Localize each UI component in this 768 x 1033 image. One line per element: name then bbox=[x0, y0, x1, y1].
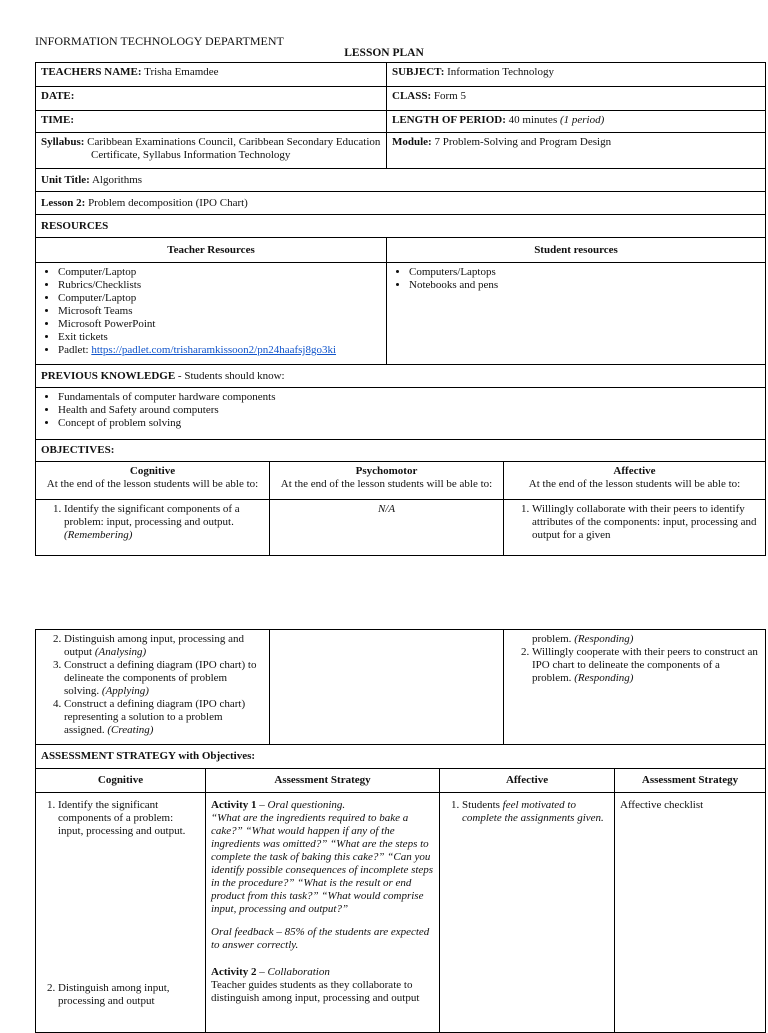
subject-cell: SUBJECT: Information Technology bbox=[387, 63, 766, 87]
list-item: 3. Construct a defining diagram (IPO chart) to delineate the components of problem solving. (Applying) bbox=[64, 659, 264, 698]
cognitive-column-header: Cognitive At the end of the lesson students will be able to: bbox=[36, 462, 270, 500]
assessment-strategies bbox=[206, 793, 440, 1033]
lesson-plan-title: LESSON PLAN bbox=[344, 47, 424, 59]
date-cell: DATE: bbox=[36, 87, 387, 111]
syllabus-cell: Syllabus: Caribbean Examinations Council, Caribbean Secondary Education Certificate, Syllabus Information Technology bbox=[36, 133, 387, 169]
lesson-title: Problem decomposition (IPO Chart) bbox=[88, 196, 248, 209]
length-cell: LENGTH OF PERIOD: 40 minutes (1 period) bbox=[387, 111, 766, 133]
activity-1: Activity 1 – Oral questioning. bbox=[211, 799, 346, 811]
list-item: • Microsoft Teams bbox=[58, 305, 381, 318]
assessment-heading: ASSESSMENT STRATEGY with Objectives: bbox=[36, 745, 766, 769]
resources-heading: RESOURCES bbox=[36, 215, 766, 238]
list-item: • Fundamentals of computer hardware components bbox=[58, 391, 760, 404]
padlet-link[interactable]: https://padlet.com/trisharamkissoon2/pn24haafsj8go3ki bbox=[91, 344, 337, 356]
affective-objectives bbox=[504, 500, 766, 556]
list-item: 1. Identify the significant components of a problem: input, processing and output. bbox=[58, 799, 200, 838]
assessment-cognitive-header: Cognitive bbox=[36, 769, 206, 793]
list-item: 2. Willingly cooperate with their peers to construct an IPO chart to delineate the components of a problem. (Responding) bbox=[532, 646, 760, 685]
time-cell: TIME: bbox=[36, 111, 387, 133]
affective-objectives-continued bbox=[504, 630, 766, 745]
assessment-affective-header: Affective bbox=[440, 769, 615, 793]
psychomotor-objectives: N/A bbox=[270, 500, 504, 556]
psychomotor-column-header: Psychomotor At the end of the lesson students will be able to: bbox=[270, 462, 504, 500]
student-resources-list bbox=[387, 263, 766, 365]
teacher-cell: TEACHERS NAME: Trisha Emamdee bbox=[36, 63, 387, 87]
activity-2-text: Teacher guides students as they collaborate to distinguish among input, processing and output bbox=[211, 979, 420, 1004]
unit-title: Algorithms bbox=[91, 173, 143, 186]
list-item: • Notebooks and pens bbox=[409, 279, 760, 292]
teacher-resources-heading: Teacher Resources bbox=[36, 238, 387, 263]
assessment-affective-items bbox=[440, 793, 615, 1033]
list-item: 4. Construct a defining diagram (IPO chart) representing a solution to a problem assigned. (Creating) bbox=[64, 698, 264, 737]
lesson-plan-table bbox=[35, 62, 766, 556]
list-item: 1. Identify the significant components of a problem: input, processing and output. (Remembering) bbox=[64, 503, 264, 542]
module-cell: Module: 7 Problem-Solving and Program Design bbox=[387, 133, 766, 169]
department-heading: INFORMATION TECHNOLOGY DEPARTMENT bbox=[35, 34, 284, 48]
list-item: 2. Distinguish among input, processing and output bbox=[58, 982, 200, 1008]
activity-1-questions: “What are the ingredients required to bake a cake?” “What would happen if any of the ingredients was omitted?” “What are the steps to complete the task of baking this cake?” “Can you identify possible consequences of incomplete steps in the procedure?” “What is the result or end product from this task?” “What would comprise input, processing and output?” bbox=[211, 812, 434, 915]
list-item: • Exit tickets bbox=[58, 331, 381, 344]
teacher-name: Trisha Emamdee bbox=[144, 66, 219, 78]
student-resources-heading: Student resources bbox=[387, 238, 766, 263]
list-item: • Health and Safety around computers bbox=[58, 404, 760, 417]
unit-title-cell: Unit Title: Algorithms bbox=[36, 169, 766, 192]
syllabus-value: Caribbean Examinations Council, Caribbean Secondary Education Certificate, Syllabus Information Technology bbox=[87, 136, 381, 161]
affective-column-header: Affective At the end of the lesson students will be able to: bbox=[504, 462, 766, 500]
cognitive-objectives-continued bbox=[36, 630, 270, 745]
list-item: 1. Students feel motivated to complete the assignments given. bbox=[462, 799, 609, 825]
lesson-cell: Lesson 2: Problem decomposition (IPO Chart) bbox=[36, 192, 766, 215]
lesson-plan-table-continued bbox=[35, 629, 766, 1033]
activity-1-feedback: Oral feedback – 85% of the students are expected to answer correctly. bbox=[211, 926, 430, 951]
subject-value: Information Technology bbox=[447, 66, 554, 78]
class-value: Form 5 bbox=[433, 90, 466, 102]
previous-knowledge-list bbox=[36, 388, 766, 440]
list-item: problem. (Responding) bbox=[532, 633, 634, 645]
list-item: • Computer/Laptop bbox=[58, 266, 381, 279]
previous-knowledge-heading: PREVIOUS KNOWLEDGE - Students should know: bbox=[36, 365, 766, 388]
list-item: 1. Willingly collaborate with their peers to identify attributes of the components: input, processing and output for a given bbox=[532, 503, 760, 542]
list-item: • Computers/Laptops bbox=[409, 266, 760, 279]
psychomotor-objectives-continued bbox=[270, 630, 504, 745]
cognitive-objectives bbox=[36, 500, 270, 556]
activity-2: Activity 2 – Collaboration bbox=[211, 966, 330, 978]
assessment-strategy-header: Assessment Strategy bbox=[206, 769, 440, 793]
list-item: • Padlet: https://padlet.com/trisharamkissoon2/pn24haafsj8go3ki bbox=[58, 344, 381, 357]
teacher-resources-list bbox=[36, 263, 387, 365]
list-item: • Microsoft PowerPoint bbox=[58, 318, 381, 331]
class-cell: CLASS: Form 5 bbox=[387, 87, 766, 111]
objectives-heading: OBJECTIVES: bbox=[36, 440, 766, 462]
affective-checklist: Affective checklist bbox=[615, 793, 766, 1033]
module-value: 7 Problem-Solving and Program Design bbox=[434, 136, 612, 148]
assessment-strategy-header-2: Assessment Strategy bbox=[615, 769, 766, 793]
assessment-cognitive-items bbox=[36, 793, 206, 1033]
list-item: • Computer/Laptop bbox=[58, 292, 381, 305]
list-item: • Rubrics/Checklists bbox=[58, 279, 381, 292]
list-item: • Concept of problem solving bbox=[58, 417, 760, 430]
list-item: 2. Distinguish among input, processing and output (Analysing) bbox=[64, 633, 264, 659]
